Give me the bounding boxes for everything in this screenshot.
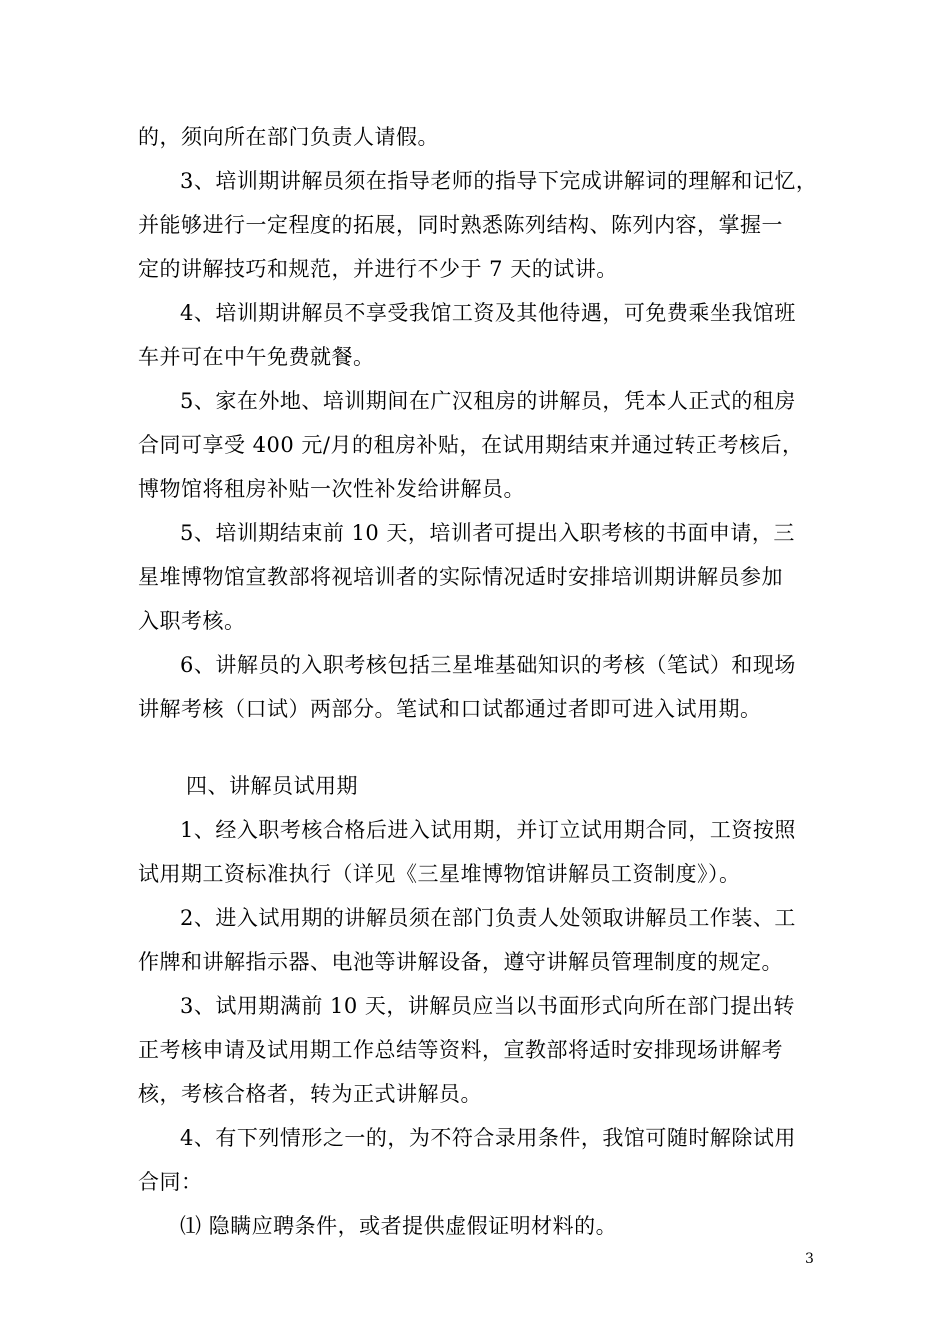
text-line: 星堆博物馆宣教部将视培训者的实际情况适时安排培训期讲解员参加 bbox=[138, 565, 783, 589]
text-line: 合同可享受 400 元/月的租房补贴，在试用期结束并通过转正考核后， bbox=[138, 433, 804, 457]
text-line: 博物馆将租房补贴一次性补发给讲解员。 bbox=[138, 477, 525, 501]
text-line: 入职考核。 bbox=[138, 609, 246, 633]
text-line: 定的讲解技巧和规范，并进行不少于 7 天的试讲。 bbox=[138, 257, 618, 281]
text-line: ⑴ 隐瞒应聘条件，或者提供虚假证明材料的。 bbox=[180, 1214, 618, 1238]
section-heading: 四、讲解员试用期 bbox=[186, 774, 358, 798]
text-line: 1、经入职考核合格后进入试用期，并订立试用期合同，工资按照 bbox=[180, 818, 796, 842]
text-line: 4、培训期讲解员不享受我馆工资及其他待遇，可免费乘坐我馆班 bbox=[180, 301, 796, 325]
text-line: 3、试用期满前 10 天，讲解员应当以书面形式向所在部门提出转 bbox=[180, 994, 795, 1018]
text-line: 5、培训期结束前 10 天，培训者可提出入职考核的书面申请，三 bbox=[180, 521, 795, 545]
text-line: 3、培训期讲解员须在指导老师的指导下完成讲解词的理解和记忆， bbox=[180, 169, 818, 193]
text-line: 2、进入试用期的讲解员须在部门负责人处领取讲解员工作装、工 bbox=[180, 906, 796, 930]
text-line: 的，须向所在部门负责人请假。 bbox=[138, 125, 439, 149]
text-line: 6、讲解员的入职考核包括三星堆基础知识的考核（笔试）和现场 bbox=[180, 653, 796, 677]
page-number: 3 bbox=[805, 1251, 814, 1267]
text-line: 车并可在中午免费就餐。 bbox=[138, 345, 375, 369]
text-line: 5、家在外地、培训期间在广汉租房的讲解员，凭本人正式的租房 bbox=[180, 389, 796, 413]
text-line: 合同： bbox=[138, 1170, 203, 1194]
text-line: 作牌和讲解指示器、电池等讲解设备，遵守讲解员管理制度的规定。 bbox=[138, 950, 783, 974]
text-line: 并能够进行一定程度的拓展，同时熟悉陈列结构、陈列内容，掌握一 bbox=[138, 213, 783, 237]
text-line: 核，考核合格者，转为正式讲解员。 bbox=[138, 1082, 482, 1106]
text-line: 试用期工资标准执行（详见《三星堆博物馆讲解员工资制度》）。 bbox=[138, 862, 741, 886]
text-line: 4、有下列情形之一的，为不符合录用条件，我馆可随时解除试用 bbox=[180, 1126, 796, 1150]
text-line: 讲解考核（口试）两部分。笔试和口试都通过者即可进入试用期。 bbox=[138, 697, 762, 721]
text-line: 正考核申请及试用期工作总结等资料，宣教部将适时安排现场讲解考 bbox=[138, 1038, 783, 1062]
